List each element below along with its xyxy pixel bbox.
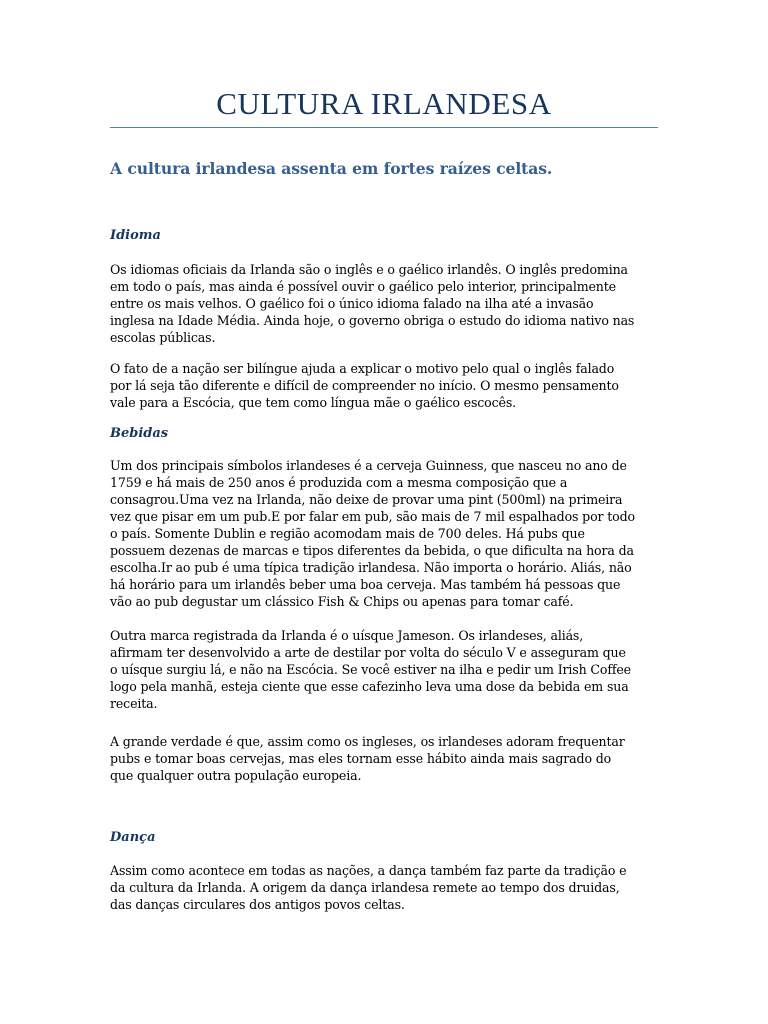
text-line: há horário para um irlandês beber uma boa cerveja. Mas também há pessoas que [110, 577, 621, 592]
text-line: vale para a Escócia, que tem como língua mãe o gaélico escocês. [110, 395, 516, 410]
text-line: consagrou.Uma vez na Irlanda, não deixe de provar uma pint (500ml) na primeira [110, 492, 623, 507]
text-line: O fato de a nação ser bilíngue ajuda a explicar o motivo pelo qual o inglês falado [110, 361, 615, 376]
text-line: o país. Somente Dublin e região acomodam mais de 700 deles. Há pubs que [110, 526, 585, 541]
title-underline [110, 127, 658, 128]
text-line: das danças circulares dos antigos povos celtas. [110, 897, 405, 912]
section-heading-bebidas: Bebidas [110, 426, 169, 441]
paragraph [110, 261, 660, 346]
text-line: inglesa na Idade Média. Ainda hoje, o governo obriga o estudo do idioma nativo nas [110, 313, 635, 328]
text-line: 1759 e há mais de 250 anos é produzida com a mesma composição que a [110, 475, 568, 490]
text-line: que qualquer outra população europeia. [110, 768, 362, 783]
document-title: CULTURA IRLANDESA [216, 86, 552, 121]
paragraph [110, 862, 660, 913]
text-line: escolas públicas. [110, 330, 216, 345]
text-line: por lá seja tão diferente e difícil de compreender no início. O mesmo pensamento [110, 378, 619, 393]
text-line: escolha.Ir ao pub é uma típica tradição irlandesa. Não importa o horário. Aliás, não [110, 560, 632, 575]
text-line: receita. [110, 696, 158, 711]
section-heading-danca: Dança [110, 830, 156, 845]
text-line: possuem dezenas de marcas e tipos diferentes da bebida, o que dificulta na hora da [110, 543, 634, 558]
paragraph [110, 733, 660, 784]
text-line: Um dos principais símbolos irlandeses é a cerveja Guinness, que nasceu no ano de [110, 458, 627, 473]
paragraph [110, 627, 660, 712]
text-line: logo pela manhã, esteja ciente que esse cafezinho leva uma dose da bebida em sua [110, 679, 629, 694]
text-line: Assim como acontece em todas as nações, a dança também faz parte da tradição e [110, 863, 627, 878]
paragraph [110, 360, 660, 411]
text-line: vão ao pub degustar um clássico Fish & Chips ou apenas para tomar café. [110, 594, 574, 609]
text-line: afirmam ter desenvolvido a arte de destilar por volta do século V e asseguram que [110, 645, 626, 660]
text-line: em todo o país, mas ainda é possível ouvir o gaélico pelo interior, principalmente [110, 279, 616, 294]
text-line: o uísque surgiu lá, e não na Escócia. Se você estiver na ilha e pedir um Irish Coffee [110, 662, 631, 677]
text-line: Outra marca registrada da Irlanda é o uísque Jameson. Os irlandeses, aliás, [110, 628, 584, 643]
text-line: vez que pisar em um pub.E por falar em pub, são mais de 7 mil espalhados por todo [110, 509, 635, 524]
document-subtitle: A cultura irlandesa assenta em fortes raízes celtas. [110, 159, 553, 178]
text-line: pubs e tomar boas cervejas, mas eles tornam esse hábito ainda mais sagrado do [110, 751, 612, 766]
text-line: A grande verdade é que, assim como os ingleses, os irlandeses adoram frequentar [110, 734, 625, 749]
section-heading-idioma: Idioma [110, 228, 161, 243]
paragraph [110, 457, 660, 610]
text-line: Os idiomas oficiais da Irlanda são o inglês e o gaélico irlandês. O inglês predomina [110, 262, 628, 277]
text-line: da cultura da Irlanda. A origem da dança irlandesa remete ao tempo dos druidas, [110, 880, 620, 895]
text-line: entre os mais velhos. O gaélico foi o único idioma falado na ilha até a invasão [110, 296, 594, 311]
